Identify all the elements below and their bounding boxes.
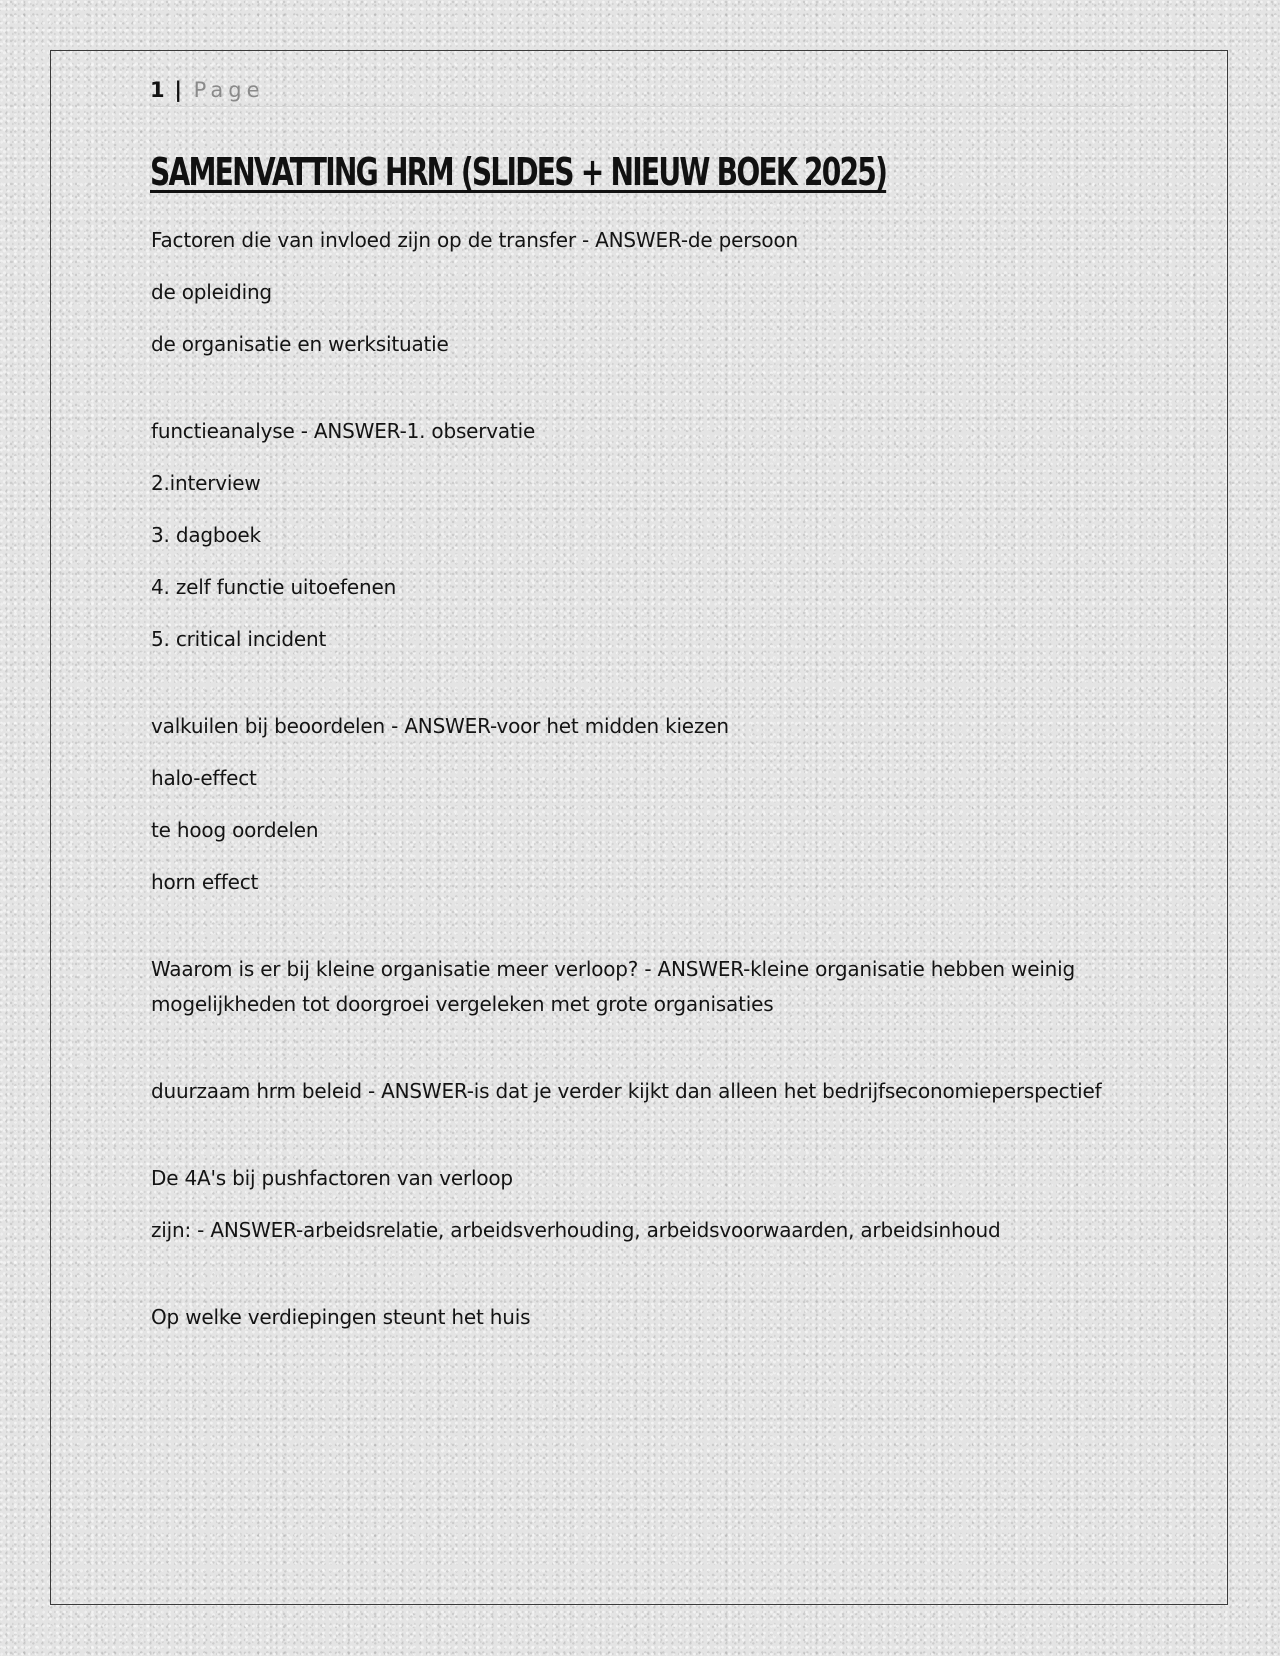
paragraph: horn effect (151, 870, 259, 894)
paragraph: Op welke verdiepingen steunt het huis (151, 1305, 531, 1329)
paragraph: valkuilen bij beoordelen - ANSWER-voor het midden kiezen (151, 714, 729, 738)
document-body (151, 223, 1131, 1352)
paragraph: De 4A's bij pushfactoren van verloop (151, 1166, 513, 1190)
paragraph: halo-effect (151, 766, 257, 790)
page-label: Page (193, 78, 265, 102)
page-header (150, 78, 265, 102)
page-number: 1 (150, 78, 166, 102)
paragraph: 5. critical incident (151, 627, 327, 651)
header-separator: | (174, 78, 183, 102)
paragraph: 3. dagboek (151, 523, 261, 547)
paragraph: zijn: - ANSWER-arbeidsrelatie, arbeidsverhouding, arbeidsvoorwaarden, arbeidsinhoud (151, 1218, 1001, 1242)
paragraph: Waarom is er bij kleine organisatie meer verloop? - ANSWER-kleine organisatie hebben weinig mogelijkheden tot doorgroei vergeleken met grote organisaties (151, 957, 1075, 1016)
paragraph: de organisatie en werksituatie (151, 332, 449, 356)
paragraph: de opleiding (151, 280, 272, 304)
paragraph: 4. zelf functie uitoefenen (151, 575, 397, 599)
paragraph: te hoog oordelen (151, 818, 319, 842)
paragraph: 2.interview (151, 471, 261, 495)
paragraph: functieanalyse - ANSWER-1. observatie (151, 419, 536, 443)
header-divider (150, 106, 1130, 107)
document-title: SAMENVATTING HRM (SLIDES + NIEUW BOEK 2025) (150, 150, 887, 194)
paragraph: Factoren die van invloed zijn op de transfer - ANSWER-de persoon (151, 228, 798, 252)
paragraph: duurzaam hrm beleid - ANSWER-is dat je verder kijkt dan alleen het bedrijfseconomieperspectief (151, 1079, 1102, 1103)
